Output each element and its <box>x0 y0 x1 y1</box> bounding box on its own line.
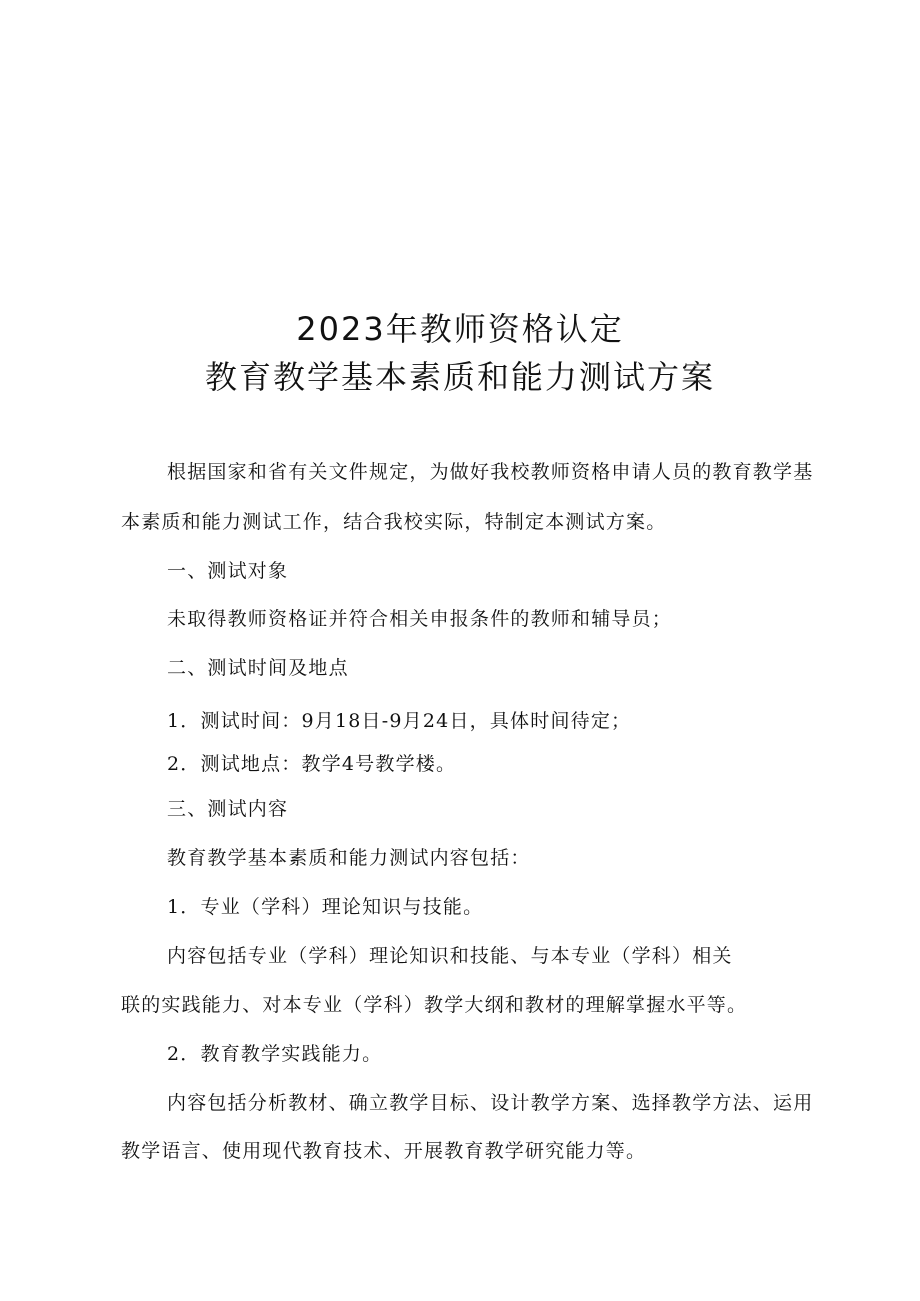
paragraph-target: 未取得教师资格证并符合相关申报条件的教师和辅导员； <box>167 608 673 630</box>
paragraph-practice-line-2: 教学语言、使用现代教育技术、开展教育教学研究能力等。 <box>121 1140 647 1162</box>
paragraph-content-intro: 教育教学基本素质和能力测试内容包括： <box>167 847 531 869</box>
paragraph-professional-line-1: 内容包括专业（学科）理论知识和技能、与本专业（学科）相关 <box>167 945 733 967</box>
section-heading-1: 一、测试对象 <box>167 560 289 582</box>
paragraph-intro-line-2: 本素质和能力测试工作，结合我校实际，特制定本测试方案。 <box>121 511 667 533</box>
list-item-professional: 1．专业（学科）理论知识与技能。 <box>167 896 484 918</box>
list-item-practice: 2．教育教学实践能力。 <box>167 1043 383 1065</box>
document-title-line-2: 教育教学基本素质和能力测试方案 <box>204 358 715 396</box>
paragraph-intro-line-1: 根据国家和省有关文件规定，为做好我校教师资格申请人员的教育教学基 <box>167 461 814 483</box>
document-title-line-1: 2023年教师资格认定 <box>296 310 624 348</box>
list-item-time: 1．测试时间：9月18日-9月24日，具体时间待定； <box>167 710 632 732</box>
list-item-location: 2．测试地点：教学4号教学楼。 <box>167 753 457 775</box>
paragraph-practice-line-1: 内容包括分析教材、确立教学目标、设计教学方案、选择教学方法、运用 <box>167 1092 814 1114</box>
section-heading-3: 三、测试内容 <box>167 798 289 820</box>
paragraph-professional-line-2: 联的实践能力、对本专业（学科）教学大纲和教材的理解掌握水平等。 <box>121 994 748 1016</box>
section-heading-2: 二、测试时间及地点 <box>167 657 349 679</box>
